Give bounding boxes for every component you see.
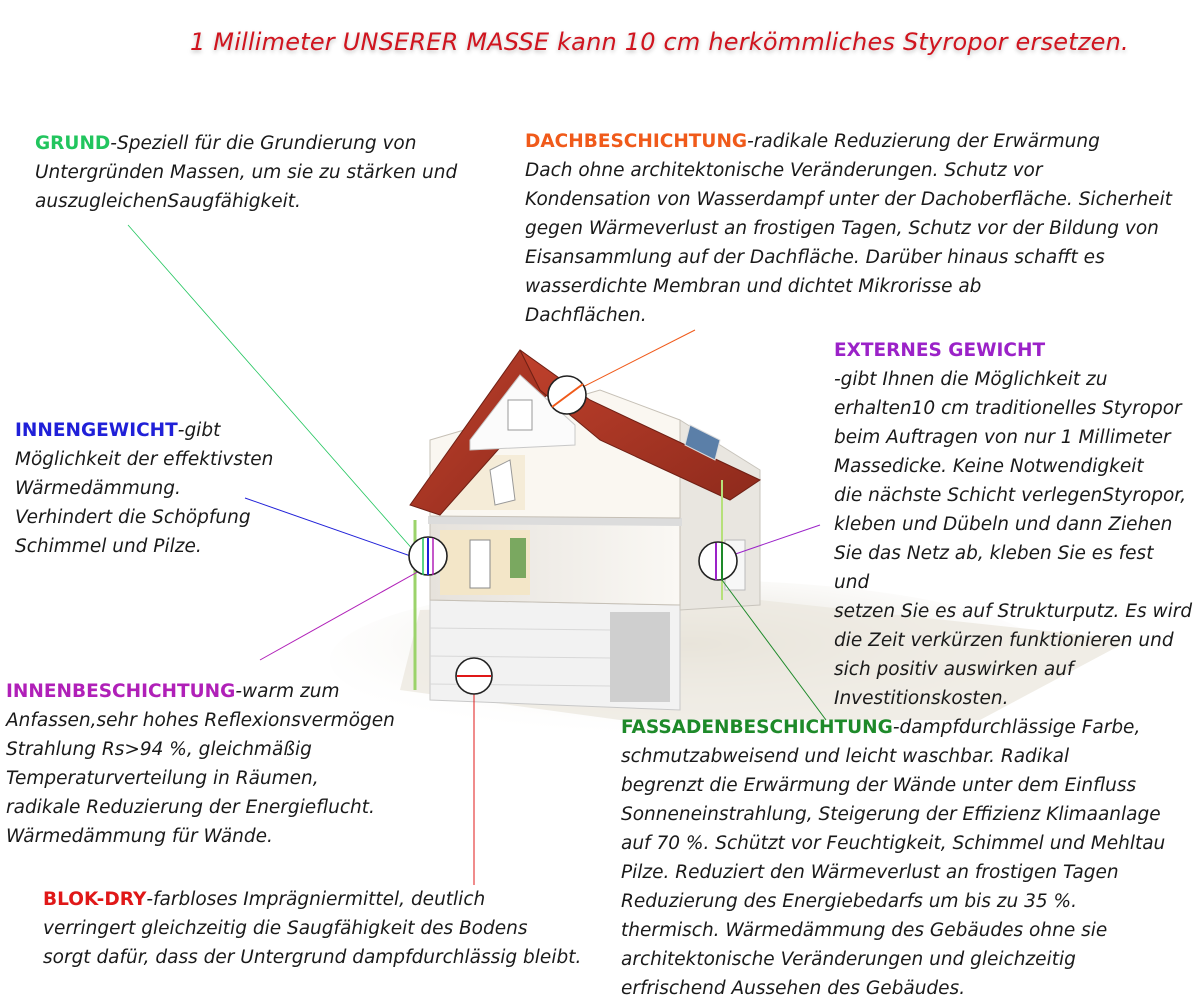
callout-innengewicht bbox=[15, 416, 335, 561]
door bbox=[470, 540, 490, 588]
gable-window bbox=[508, 400, 532, 430]
exterior-wall-detail-circle bbox=[699, 542, 737, 580]
blokdry-text: -farbloses Imprägniermittel, deutlich verringert gleichzeitig die Saugfähigkeit des Bodens sorgt dafür, dass der Untergrund dampfdurchlässig bleibt. bbox=[43, 889, 582, 968]
dach-title: DACHBESCHICHTUNG bbox=[525, 131, 748, 152]
grund-title: GRUND bbox=[35, 133, 111, 154]
callout-dachbeschichtung bbox=[525, 127, 1185, 330]
externes-text: -gibt Ihnen die Möglichkeit zu erhalten10 cm traditionelles Styropor beim Auftragen von nur 1 Millimeter Massedicke. Keine Notwendigkeit die nächste Schicht verlegenStyropor, kleben und Dübeln und dann Ziehen Sie das Netz ab, kleben Sie es fest und setzen Sie es auf Strukturputz. Es wird die Zeit verkürzen funktionieren und sich positiv auswirken auf Investitionskosten. bbox=[834, 369, 1193, 709]
page-headline: 1 Millimeter UNSERER MASSE kann 10 cm herkömmliches Styropor ersetzen. bbox=[190, 28, 1129, 56]
basement-opening bbox=[610, 612, 670, 702]
blokdry-title: BLOK-DRY bbox=[43, 889, 147, 910]
callout-externes-gewicht bbox=[834, 336, 1194, 713]
roof-detail-circle bbox=[548, 376, 586, 414]
fassade-text: -dampfdurchlässige Farbe, schmutzabweisend und leicht waschbar. Radikal begrenzt die Erwärmung der Wände unter dem Einfluss Sonneneinstrahlung, Steigerung der Effizienz Klimaanlage auf 70 %. Schützt vor Feuchtigkeit, Schimmel und Mehltau Pilze. Reduziert den Wärmeverlust an frostigen Tagen Reduzierung des Energiebedarfs um bis zu 35 %. thermisch. Wärmedämmung des Gebäudes ohne sie architektonische Veränderungen und gleichzeitig erfrischend Aussehen des Gebäudes. bbox=[621, 717, 1166, 999]
floor-detail-circle bbox=[456, 658, 492, 694]
callout-innenbeschichtung bbox=[6, 677, 426, 851]
externes-title: EXTERNES GEWICHT bbox=[834, 340, 1046, 361]
grund-text: -Speziell für die Grundierung von Untergründen Massen, um sie zu stärken und auszugleichenSaugfähigkeit. bbox=[35, 133, 458, 212]
dach-leader bbox=[567, 330, 695, 395]
interior-wall-detail-circle bbox=[409, 537, 447, 575]
innengewicht-text: -gibt Möglichkeit der effektivsten Wärmedämmung. Verhindert die Schöpfung Schimmel und Pilze. bbox=[15, 420, 274, 557]
innenbeschichtung-text: -warm zum Anfassen,sehr hohes Reflexionsvermögen Strahlung Rs>94 %, gleichmäßig Temperaturverteilung in Räumen, radikale Reduzierung der Energieflucht. Wärmedämmung für Wände. bbox=[6, 681, 395, 847]
callout-fassadenbeschichtung bbox=[621, 713, 1196, 1003]
callout-blok-dry bbox=[43, 885, 613, 972]
innengewicht-title: INNENGEWICHT bbox=[15, 420, 178, 441]
dach-text: -radikale Reduzierung der Erwärmung Dach ohne architektonische Veränderungen. Schutz vor Kondensation von Wasserdampf unter der Dachoberfläche. Sicherheit gegen Wärmeverlust an frostigen Tagen, Schutz vor der Bildung von Eisansammlung auf der Dachfläche. Darüber hinaus schafft es wasserdichte Membran und dichtet Mikrorisse ab Dachflächen. bbox=[525, 131, 1172, 326]
ground-window bbox=[510, 538, 526, 578]
fassade-title: FASSADENBESCHICHTUNG bbox=[621, 717, 893, 738]
callout-grund bbox=[35, 129, 495, 216]
innenbeschichtung-title: INNENBESCHICHTUNG bbox=[6, 681, 236, 702]
